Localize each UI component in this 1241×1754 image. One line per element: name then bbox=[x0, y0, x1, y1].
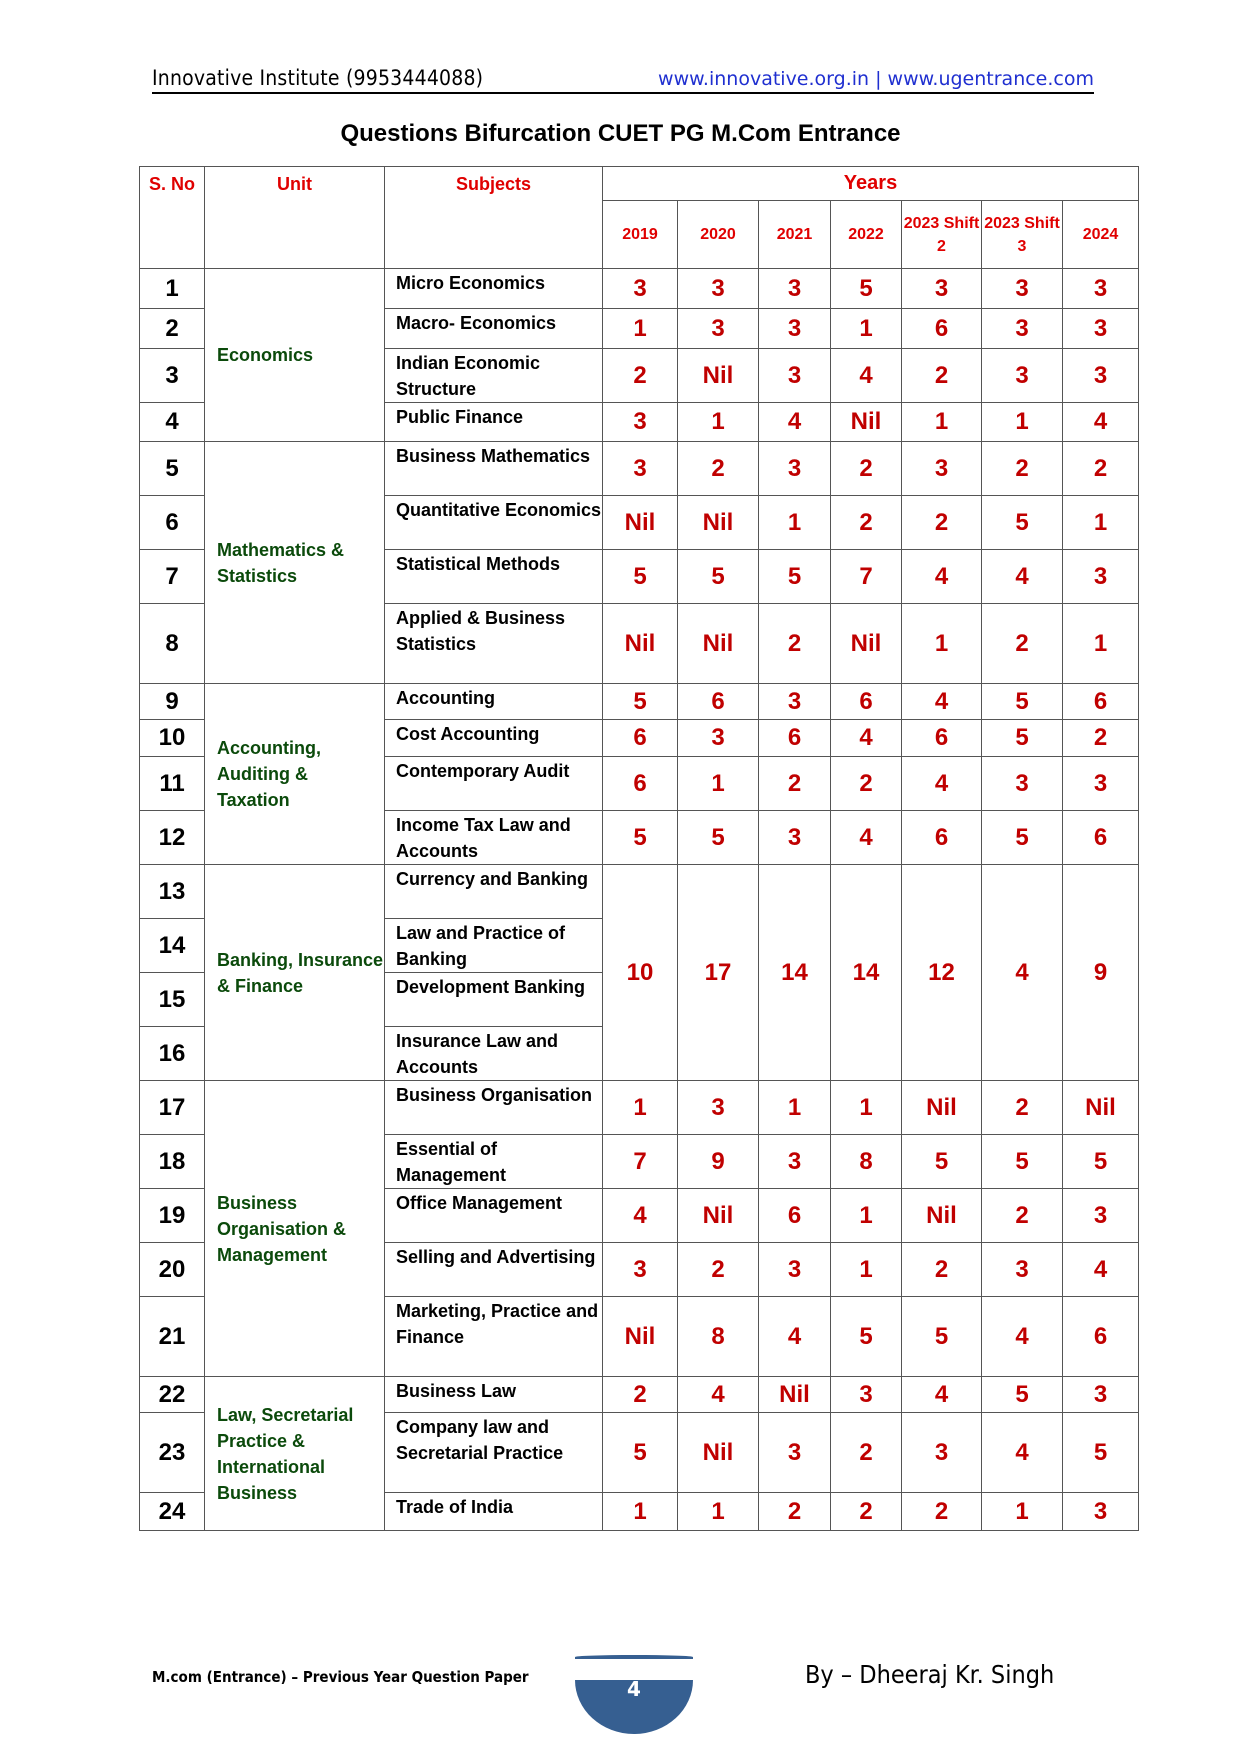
subject-name: Business Organisation bbox=[385, 1081, 603, 1135]
question-count: 3 bbox=[902, 269, 982, 309]
question-count: 3 bbox=[1063, 309, 1139, 349]
question-count: 6 bbox=[1063, 811, 1139, 865]
table-row bbox=[140, 442, 1139, 496]
question-count: 6 bbox=[603, 757, 678, 811]
question-count: 2 bbox=[902, 1243, 982, 1297]
subject-name: Marketing, Practice and Finance bbox=[385, 1297, 603, 1377]
question-count: 2 bbox=[982, 1189, 1063, 1243]
question-count-combined: 14 bbox=[759, 865, 831, 1081]
header-year: 2019 bbox=[603, 201, 678, 269]
question-count: 1 bbox=[831, 309, 902, 349]
question-count: 4 bbox=[982, 1413, 1063, 1493]
subject-name: Law and Practice of Banking bbox=[385, 919, 603, 973]
unit-name: Mathematics & Statistics bbox=[205, 442, 385, 684]
question-count: 2 bbox=[831, 1493, 902, 1531]
question-count: 4 bbox=[831, 349, 902, 403]
question-count: Nil bbox=[678, 349, 759, 403]
question-count: 3 bbox=[678, 1081, 759, 1135]
question-count: 6 bbox=[678, 684, 759, 720]
question-count: 2 bbox=[982, 604, 1063, 684]
question-count: 1 bbox=[831, 1189, 902, 1243]
question-count: 3 bbox=[759, 442, 831, 496]
serial-number: 8 bbox=[140, 604, 205, 684]
question-count: 9 bbox=[678, 1135, 759, 1189]
question-count: 1 bbox=[831, 1243, 902, 1297]
subject-name: Indian Economic Structure bbox=[385, 349, 603, 403]
question-count: 2 bbox=[982, 1081, 1063, 1135]
header-year: 2022 bbox=[831, 201, 902, 269]
question-count: 6 bbox=[902, 309, 982, 349]
website-links[interactable] bbox=[658, 68, 1094, 90]
question-count: 5 bbox=[1063, 1413, 1139, 1493]
question-count: 5 bbox=[982, 1377, 1063, 1413]
question-count: 2 bbox=[831, 496, 902, 550]
question-count: 5 bbox=[678, 550, 759, 604]
question-count: 3 bbox=[902, 1413, 982, 1493]
question-count: 4 bbox=[831, 720, 902, 757]
question-count: 2 bbox=[759, 1493, 831, 1531]
question-count: 1 bbox=[603, 1081, 678, 1135]
question-count: 4 bbox=[902, 550, 982, 604]
question-count: 3 bbox=[759, 1413, 831, 1493]
table-row bbox=[140, 1081, 1139, 1135]
subject-name: Contemporary Audit bbox=[385, 757, 603, 811]
question-count: Nil bbox=[603, 604, 678, 684]
subject-name: Micro Economics bbox=[385, 269, 603, 309]
question-count: 4 bbox=[759, 403, 831, 442]
header-unit: Unit bbox=[205, 167, 385, 269]
subject-name: Business Law bbox=[385, 1377, 603, 1413]
unit-name: Business Organisation & Management bbox=[205, 1081, 385, 1377]
serial-number: 6 bbox=[140, 496, 205, 550]
question-count: Nil bbox=[759, 1377, 831, 1413]
serial-number: 10 bbox=[140, 720, 205, 757]
question-count: 3 bbox=[759, 309, 831, 349]
serial-number: 5 bbox=[140, 442, 205, 496]
question-count: 2 bbox=[759, 757, 831, 811]
question-count: 2 bbox=[603, 349, 678, 403]
header-years: Years bbox=[603, 167, 1139, 201]
question-count: 3 bbox=[759, 349, 831, 403]
question-count: 3 bbox=[1063, 1493, 1139, 1531]
question-count: 1 bbox=[759, 1081, 831, 1135]
question-count: 2 bbox=[1063, 442, 1139, 496]
serial-number: 24 bbox=[140, 1493, 205, 1531]
question-count: 3 bbox=[759, 269, 831, 309]
question-count: 2 bbox=[902, 496, 982, 550]
header-year: 2023 Shift 2 bbox=[902, 201, 982, 269]
institute-name: Innovative Institute (9953444088) bbox=[152, 66, 484, 90]
question-count-combined: 12 bbox=[902, 865, 982, 1081]
question-count: 3 bbox=[982, 269, 1063, 309]
question-count: 3 bbox=[1063, 1377, 1139, 1413]
question-count: 6 bbox=[1063, 684, 1139, 720]
question-count: 5 bbox=[902, 1135, 982, 1189]
header-year: 2020 bbox=[678, 201, 759, 269]
question-count: 4 bbox=[1063, 1243, 1139, 1297]
question-count: 5 bbox=[603, 811, 678, 865]
question-count: 2 bbox=[831, 442, 902, 496]
serial-number: 2 bbox=[140, 309, 205, 349]
question-count: Nil bbox=[603, 1297, 678, 1377]
question-count: 3 bbox=[678, 720, 759, 757]
serial-number: 23 bbox=[140, 1413, 205, 1493]
question-count: 3 bbox=[982, 1243, 1063, 1297]
question-count: Nil bbox=[1063, 1081, 1139, 1135]
serial-number: 9 bbox=[140, 684, 205, 720]
page-number: 4 bbox=[627, 1677, 641, 1701]
question-count: 5 bbox=[831, 1297, 902, 1377]
header-sno: S. No bbox=[140, 167, 205, 269]
question-count: 3 bbox=[678, 269, 759, 309]
header-subjects: Subjects bbox=[385, 167, 603, 269]
header-year: 2023 Shift 3 bbox=[982, 201, 1063, 269]
footer-author: By – Dheeraj Kr. Singh bbox=[805, 1660, 1055, 1689]
subject-name: Income Tax Law and Accounts bbox=[385, 811, 603, 865]
subject-name: Cost Accounting bbox=[385, 720, 603, 757]
question-count: Nil bbox=[603, 496, 678, 550]
question-count: 6 bbox=[759, 720, 831, 757]
question-count: 1 bbox=[982, 403, 1063, 442]
question-count: 4 bbox=[678, 1377, 759, 1413]
page-header bbox=[152, 62, 1094, 94]
question-count: 4 bbox=[831, 811, 902, 865]
question-count: Nil bbox=[831, 604, 902, 684]
serial-number: 13 bbox=[140, 865, 205, 919]
question-count: 3 bbox=[603, 1243, 678, 1297]
question-count: 5 bbox=[603, 684, 678, 720]
question-count-combined: 17 bbox=[678, 865, 759, 1081]
question-count: 3 bbox=[759, 811, 831, 865]
question-count: 2 bbox=[831, 1413, 902, 1493]
question-count: 2 bbox=[831, 757, 902, 811]
unit-name: Economics bbox=[205, 269, 385, 442]
question-count: 3 bbox=[759, 1243, 831, 1297]
question-count: 6 bbox=[603, 720, 678, 757]
question-count: 8 bbox=[678, 1297, 759, 1377]
question-count: 3 bbox=[603, 442, 678, 496]
question-count: 4 bbox=[759, 1297, 831, 1377]
subject-name: Macro- Economics bbox=[385, 309, 603, 349]
serial-number: 3 bbox=[140, 349, 205, 403]
subject-name: Quantitative Economics bbox=[385, 496, 603, 550]
subject-name: Accounting bbox=[385, 684, 603, 720]
unit-name: Law, Secretarial Practice & International Business bbox=[205, 1377, 385, 1531]
question-count: 1 bbox=[1063, 496, 1139, 550]
serial-number: 22 bbox=[140, 1377, 205, 1413]
subject-name: Office Management bbox=[385, 1189, 603, 1243]
question-count: Nil bbox=[902, 1081, 982, 1135]
question-count: 3 bbox=[982, 349, 1063, 403]
question-count: 1 bbox=[982, 1493, 1063, 1531]
subject-name: Development Banking bbox=[385, 973, 603, 1027]
question-count: 6 bbox=[831, 684, 902, 720]
question-count: Nil bbox=[831, 403, 902, 442]
subject-name: Essential of Management bbox=[385, 1135, 603, 1189]
subject-name: Company law and Secretarial Practice bbox=[385, 1413, 603, 1493]
question-count: 1 bbox=[1063, 604, 1139, 684]
serial-number: 18 bbox=[140, 1135, 205, 1189]
question-count: 2 bbox=[678, 1243, 759, 1297]
question-count: 5 bbox=[982, 720, 1063, 757]
unit-name: Accounting, Auditing & Taxation bbox=[205, 684, 385, 865]
question-count: 1 bbox=[759, 496, 831, 550]
question-count: 2 bbox=[982, 442, 1063, 496]
page-title: Questions Bifurcation CUET PG M.Com Entrance bbox=[340, 120, 901, 147]
question-count: 6 bbox=[759, 1189, 831, 1243]
question-count: 3 bbox=[1063, 349, 1139, 403]
serial-number: 7 bbox=[140, 550, 205, 604]
question-count: 2 bbox=[902, 1493, 982, 1531]
question-count: 3 bbox=[759, 684, 831, 720]
serial-number: 16 bbox=[140, 1027, 205, 1081]
question-count: 3 bbox=[603, 403, 678, 442]
question-count: 4 bbox=[982, 1297, 1063, 1377]
website-link[interactable]: www.innovative.org.in | www.ugentrance.com bbox=[658, 68, 1094, 90]
question-count: 2 bbox=[902, 349, 982, 403]
question-count: 2 bbox=[1063, 720, 1139, 757]
question-count: 3 bbox=[678, 309, 759, 349]
serial-number: 1 bbox=[140, 269, 205, 309]
question-count: 3 bbox=[902, 442, 982, 496]
question-count: 1 bbox=[603, 1493, 678, 1531]
question-count: 4 bbox=[902, 757, 982, 811]
question-count: 1 bbox=[678, 403, 759, 442]
question-count: 5 bbox=[759, 550, 831, 604]
subject-name: Business Mathematics bbox=[385, 442, 603, 496]
question-count: 7 bbox=[831, 550, 902, 604]
serial-number: 17 bbox=[140, 1081, 205, 1135]
question-count: 3 bbox=[1063, 550, 1139, 604]
subject-name: Currency and Banking bbox=[385, 865, 603, 919]
footer-paper-title: M.com (Entrance) – Previous Year Question Paper bbox=[152, 1668, 529, 1686]
subject-name: Trade of India bbox=[385, 1493, 603, 1531]
unit-name: Banking, Insurance & Finance bbox=[205, 865, 385, 1081]
serial-number: 14 bbox=[140, 919, 205, 973]
question-count: 5 bbox=[603, 1413, 678, 1493]
question-count: 6 bbox=[1063, 1297, 1139, 1377]
question-count: 2 bbox=[603, 1377, 678, 1413]
subject-name: Insurance Law and Accounts bbox=[385, 1027, 603, 1081]
header-year: 2021 bbox=[759, 201, 831, 269]
serial-number: 15 bbox=[140, 973, 205, 1027]
question-count: 1 bbox=[603, 309, 678, 349]
page-badge-cap bbox=[575, 1655, 693, 1659]
table-row bbox=[140, 269, 1139, 309]
question-count: 6 bbox=[902, 720, 982, 757]
question-count: 5 bbox=[982, 496, 1063, 550]
question-count: 5 bbox=[982, 811, 1063, 865]
table-row bbox=[140, 1377, 1139, 1413]
subject-name: Statistical Methods bbox=[385, 550, 603, 604]
question-count: 5 bbox=[603, 550, 678, 604]
questions-table bbox=[139, 166, 1139, 1531]
question-count: 1 bbox=[678, 757, 759, 811]
serial-number: 12 bbox=[140, 811, 205, 865]
question-count: 5 bbox=[831, 269, 902, 309]
subject-name: Public Finance bbox=[385, 403, 603, 442]
question-count: Nil bbox=[678, 604, 759, 684]
serial-number: 4 bbox=[140, 403, 205, 442]
serial-number: 21 bbox=[140, 1297, 205, 1377]
question-count: 8 bbox=[831, 1135, 902, 1189]
question-count: 1 bbox=[902, 604, 982, 684]
subject-name: Selling and Advertising bbox=[385, 1243, 603, 1297]
question-count: 5 bbox=[982, 684, 1063, 720]
question-count: 4 bbox=[603, 1189, 678, 1243]
question-count: 3 bbox=[1063, 269, 1139, 309]
question-count: Nil bbox=[678, 496, 759, 550]
question-count: 4 bbox=[902, 684, 982, 720]
question-count: 4 bbox=[902, 1377, 982, 1413]
header-year: 2024 bbox=[1063, 201, 1139, 269]
subject-name: Applied & Business Statistics bbox=[385, 604, 603, 684]
table-row bbox=[140, 684, 1139, 720]
question-count: 5 bbox=[902, 1297, 982, 1377]
question-count: 3 bbox=[759, 1135, 831, 1189]
question-count: Nil bbox=[678, 1189, 759, 1243]
question-count: 2 bbox=[759, 604, 831, 684]
question-count: 2 bbox=[678, 442, 759, 496]
question-count: Nil bbox=[678, 1413, 759, 1493]
question-count: 3 bbox=[603, 269, 678, 309]
serial-number: 20 bbox=[140, 1243, 205, 1297]
table-row bbox=[140, 865, 1139, 919]
question-count-combined: 4 bbox=[982, 865, 1063, 1081]
question-count: 4 bbox=[1063, 403, 1139, 442]
question-count: 1 bbox=[831, 1081, 902, 1135]
question-count: 1 bbox=[678, 1493, 759, 1531]
question-count: 5 bbox=[1063, 1135, 1139, 1189]
question-count: 4 bbox=[982, 550, 1063, 604]
question-count: 3 bbox=[982, 757, 1063, 811]
question-count: 1 bbox=[902, 403, 982, 442]
question-count: 3 bbox=[982, 309, 1063, 349]
question-count: 7 bbox=[603, 1135, 678, 1189]
page-number-badge bbox=[575, 1677, 693, 1734]
question-count-combined: 10 bbox=[603, 865, 678, 1081]
question-count: 3 bbox=[831, 1377, 902, 1413]
serial-number: 11 bbox=[140, 757, 205, 811]
serial-number: 19 bbox=[140, 1189, 205, 1243]
question-count-combined: 9 bbox=[1063, 865, 1139, 1081]
question-count: Nil bbox=[902, 1189, 982, 1243]
question-count: 3 bbox=[1063, 1189, 1139, 1243]
question-count: 3 bbox=[1063, 757, 1139, 811]
question-count-combined: 14 bbox=[831, 865, 902, 1081]
question-count: 5 bbox=[982, 1135, 1063, 1189]
question-count: 6 bbox=[902, 811, 982, 865]
question-count: 5 bbox=[678, 811, 759, 865]
